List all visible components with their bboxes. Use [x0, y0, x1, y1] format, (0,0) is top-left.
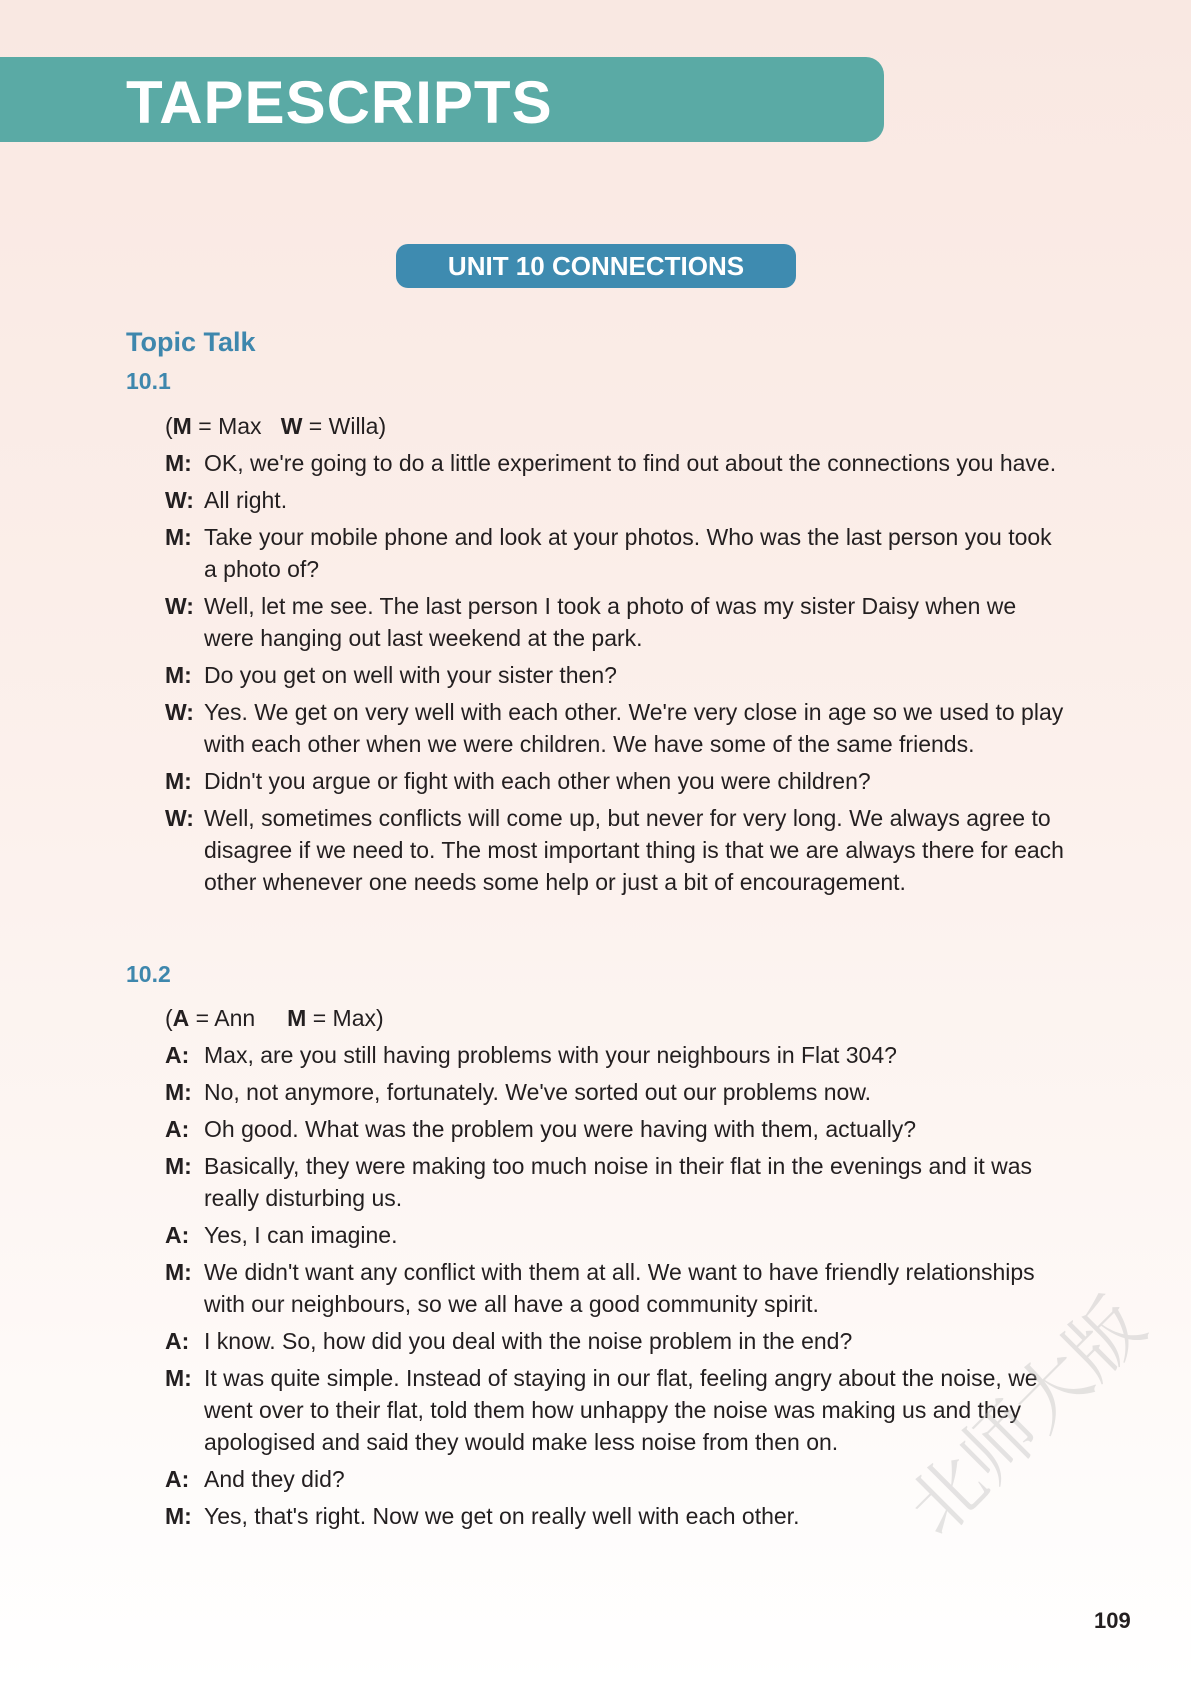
cast-code: M	[287, 1005, 307, 1031]
speaker-label: M:	[165, 1503, 192, 1529]
line-text: Oh good. What was the problem you were having with them, actually?	[204, 1116, 917, 1142]
line-text: We didn't want any conflict with them at all. We want to have friendly relationships with our neighbours, so we all have a good community spirit.	[204, 1259, 1035, 1317]
speaker-label: W:	[165, 805, 194, 831]
cast-name: Max	[218, 413, 262, 439]
line-text: Basically, they were making too much noise in their flat in the evenings and it was really disturbing us.	[204, 1153, 1032, 1211]
speaker-label: M:	[165, 1259, 192, 1285]
speaker-label: M:	[165, 662, 192, 688]
line-text: Well, let me see. The last person I took a photo of was my sister Daisy when we were hanging out last weekend at the park.	[204, 593, 1017, 651]
speaker-label: M:	[165, 1365, 192, 1391]
speaker-label: W:	[165, 699, 194, 725]
dialog-line	[165, 1076, 1070, 1108]
line-text: I know. So, how did you deal with the noise problem in the end?	[204, 1328, 853, 1354]
unit-badge	[396, 244, 796, 288]
cast-name: Willa	[328, 413, 379, 439]
line-text: All right.	[204, 487, 288, 513]
dialog-line	[165, 590, 1070, 654]
dialog-line	[165, 802, 1070, 898]
speaker-label: W:	[165, 487, 194, 513]
speaker-label: M:	[165, 450, 192, 476]
cast-list: (M = Max W = Willa)	[165, 413, 387, 439]
cast-name: Max	[332, 1005, 376, 1031]
speaker-label: M:	[165, 524, 192, 550]
line-text: OK, we're going to do a little experiment to find out about the connections you have.	[204, 450, 1057, 476]
speaker-label: W:	[165, 593, 194, 619]
line-text: Yes. We get on very well with each other. We're very close in age so we used to play with each other when we were children. We have some of the same friends.	[204, 699, 1064, 757]
dialog-line	[165, 765, 1070, 797]
dialog-line	[165, 484, 1070, 516]
section-title: Topic Talk	[126, 327, 256, 357]
line-text: Well, sometimes conflicts will come up, but never for very long. We always agree to disagree if we need to. The most important thing is that we are always there for each other whenever one needs some help or just a bit of encouragement.	[204, 805, 1064, 895]
page-title: TAPESCRIPTS	[126, 69, 553, 136]
cast-name: Ann	[214, 1005, 256, 1031]
line-text: Max, are you still having problems with your neighbours in Flat 304?	[204, 1042, 897, 1068]
track-number: 10.1	[126, 368, 171, 394]
track-number: 10.2	[126, 961, 171, 987]
cast-code: M	[172, 413, 192, 439]
dialog-line	[165, 1039, 1070, 1071]
unit-label: UNIT 10 CONNECTIONS	[447, 250, 745, 281]
dialog-line	[165, 1325, 1070, 1357]
cast-code: W	[280, 413, 303, 439]
dialog-line	[165, 696, 1070, 760]
line-text: Didn't you argue or fight with each other when you were children?	[204, 768, 871, 794]
speaker-label: A:	[165, 1042, 190, 1068]
line-text: Yes, that's right. Now we get on really well with each other.	[204, 1503, 800, 1529]
speaker-label: A:	[165, 1466, 190, 1492]
dialog-line	[165, 1150, 1070, 1214]
speaker-label: M:	[165, 1153, 192, 1179]
line-text: Yes, I can imagine.	[204, 1222, 398, 1248]
speaker-label: M:	[165, 768, 192, 794]
line-text: It was quite simple. Instead of staying in our flat, feeling angry about the noise, we went over to their flat, told them how unhappy the noise was making us and they apologised and said they would make less noise from then on.	[204, 1365, 1038, 1455]
line-text: And they did?	[204, 1466, 345, 1492]
publisher-watermark: 北师大版	[891, 1282, 1162, 1553]
speaker-label: M:	[165, 1079, 192, 1105]
line-text: Take your mobile phone and look at your photos. Who was the last person you took a photo of?	[204, 524, 1052, 582]
line-text: Do you get on well with your sister then?	[204, 662, 617, 688]
dialog-line	[165, 1256, 1070, 1320]
line-text: No, not anymore, fortunately. We've sorted out our problems now.	[204, 1079, 872, 1105]
dialog-line	[165, 659, 1070, 691]
dialog-line	[165, 1219, 1070, 1251]
dialog-line	[165, 1113, 1070, 1145]
speaker-label: A:	[165, 1116, 190, 1142]
cast-list: (A = Ann M = Max)	[165, 1005, 384, 1031]
dialog-line	[165, 521, 1070, 585]
speaker-label: A:	[165, 1328, 190, 1354]
dialog-10-1	[165, 410, 1070, 903]
page-number: 109	[1094, 1608, 1131, 1633]
speaker-label: A:	[165, 1222, 190, 1248]
cast-code: A	[172, 1005, 190, 1031]
dialog-line	[165, 447, 1070, 479]
